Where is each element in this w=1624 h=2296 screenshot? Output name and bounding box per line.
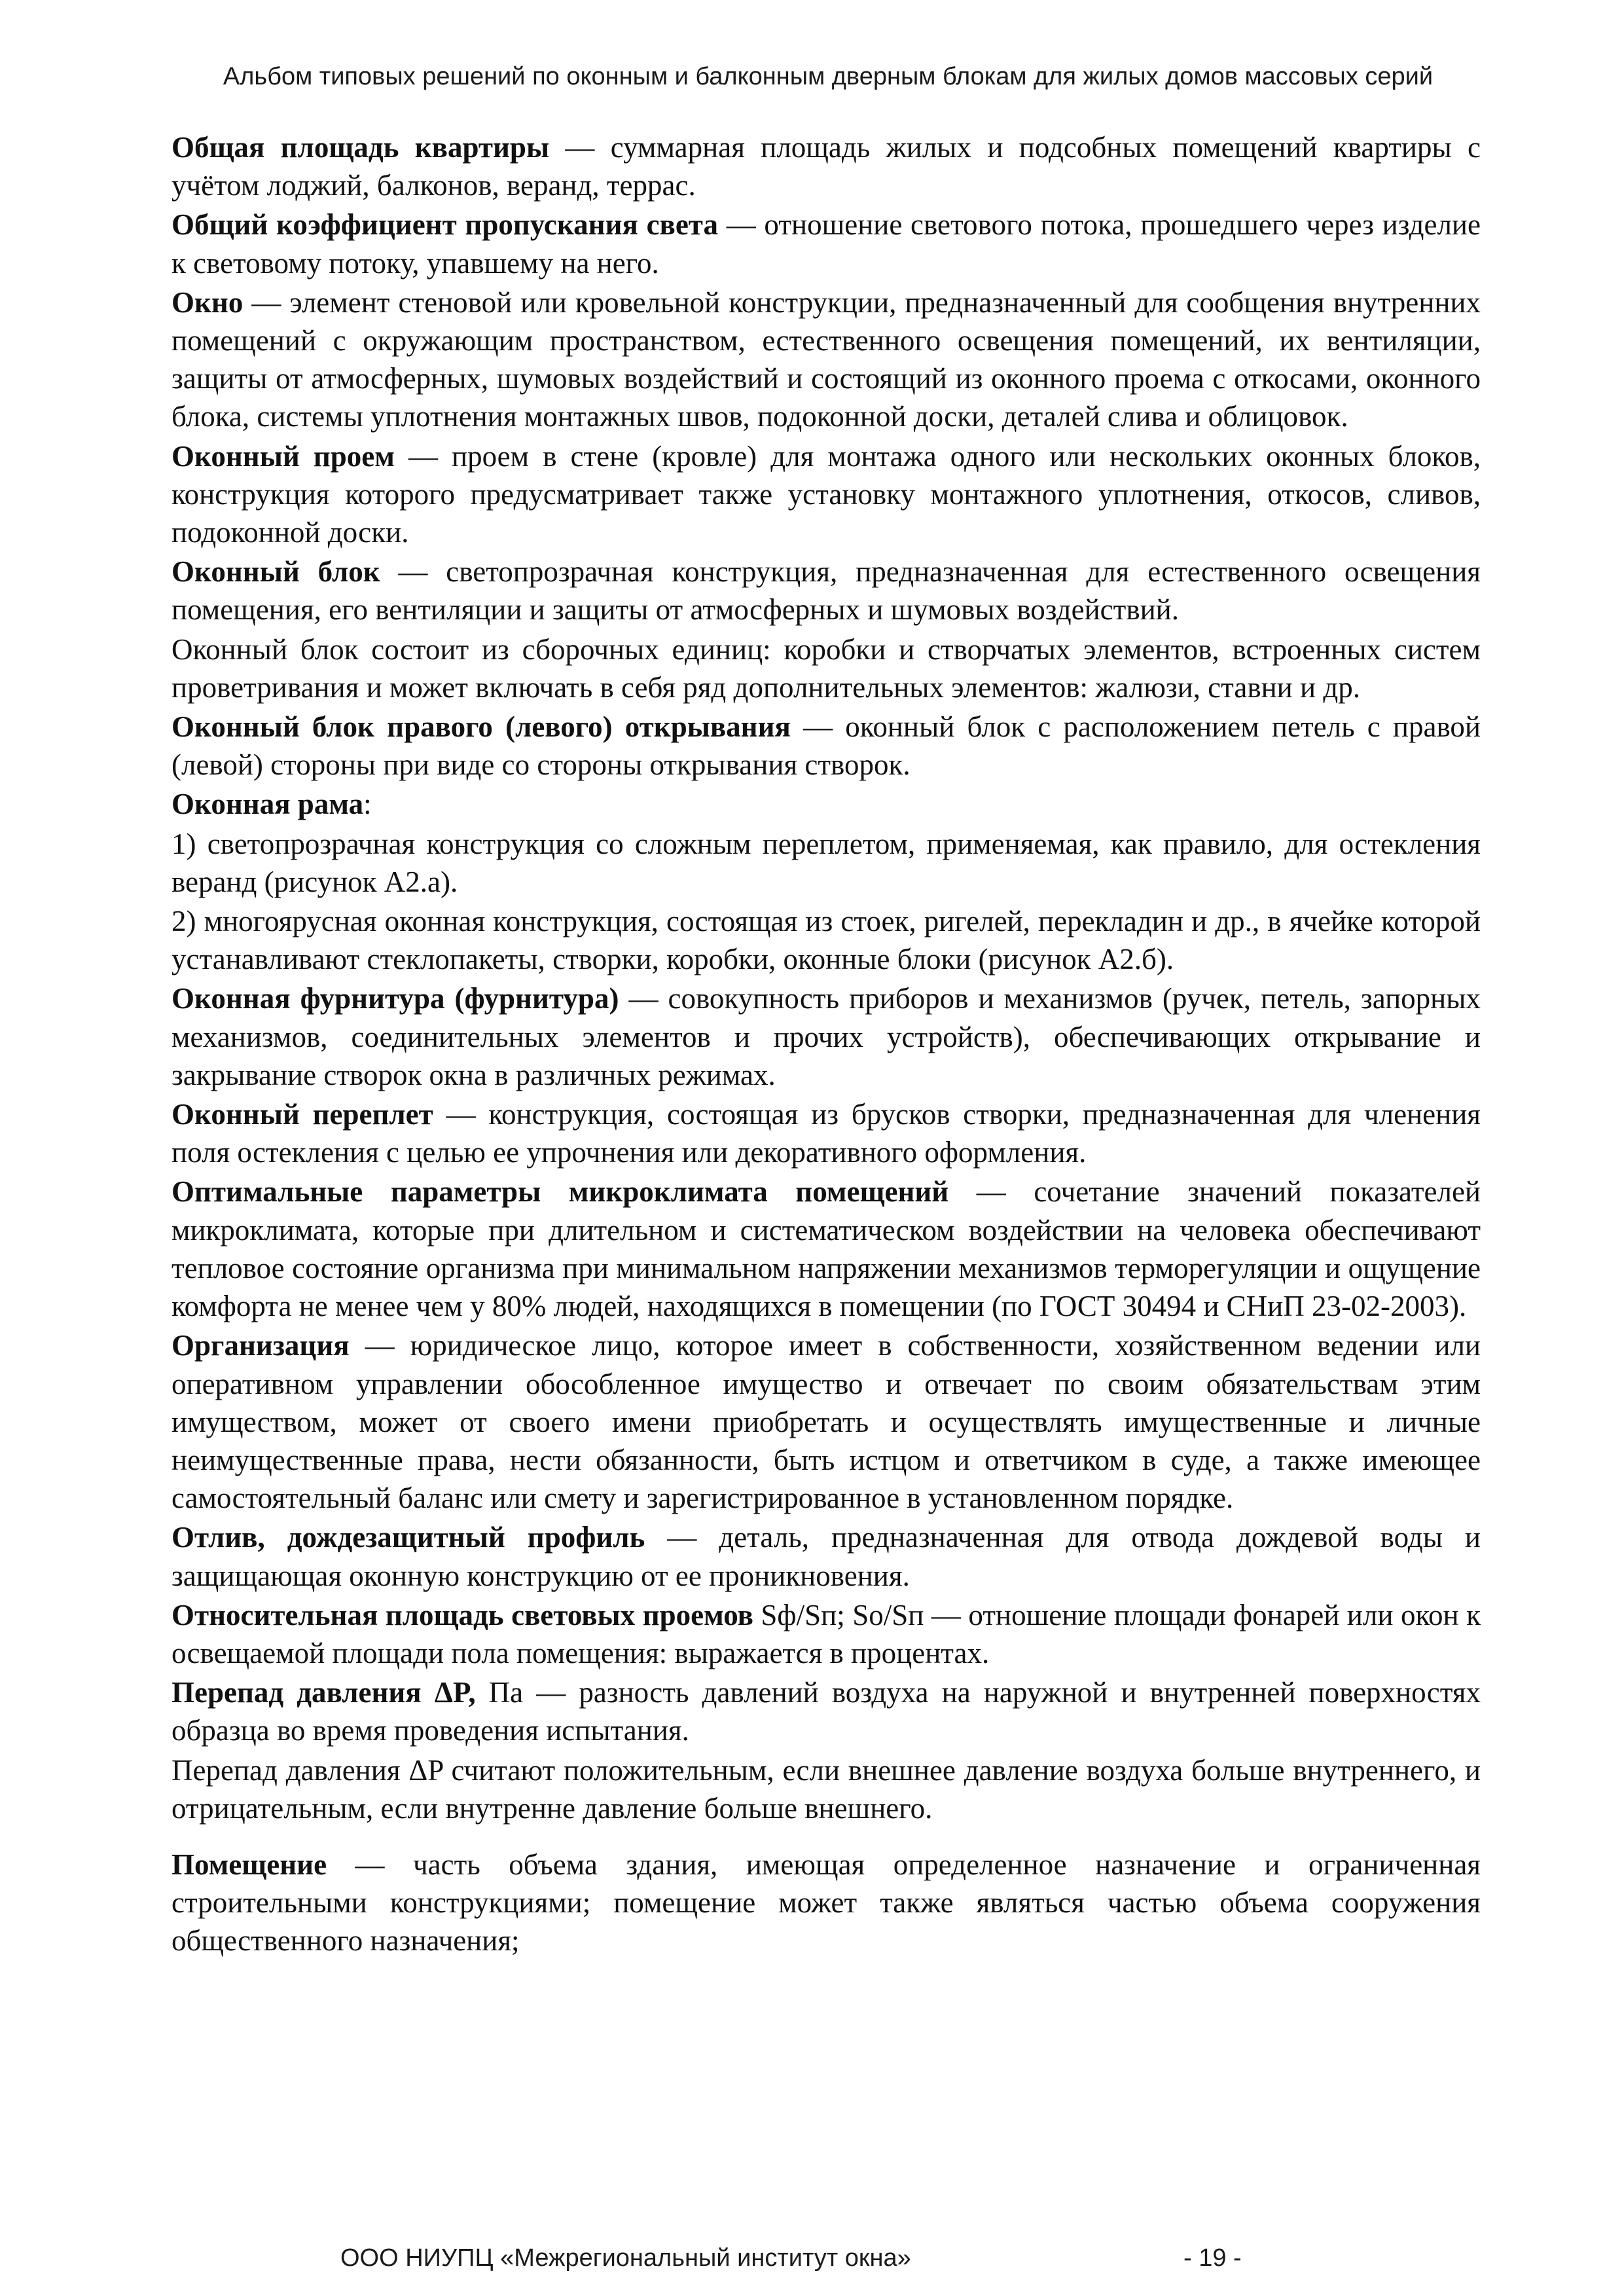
definition-paragraph bbox=[171, 1596, 1481, 1672]
term: Оконный проем bbox=[171, 439, 395, 473]
definition-paragraph bbox=[171, 708, 1481, 784]
term: Перепад давления ΔP, bbox=[171, 1676, 476, 1709]
term: Окно bbox=[171, 285, 244, 319]
footer-organization: ООО НИУПЦ «Межрегиональный институт окна» bbox=[340, 2244, 911, 2272]
term: Относительная площадь световых проемов bbox=[171, 1598, 753, 1631]
definition-text: — юридическое лицо, которое имеет в собственности, хозяйственном ведении или оперативном управлении обособленное имущество и отвечает по своим обязательствам этим имуществом, может от своего имени приобретать и осуществлять имущественные и личные неимущественные права, нести обязанности, быть истцом и ответчиком в суде, а также имеющее самостоятельный баланс или смету и зарегистрированное в установленном порядке. bbox=[171, 1329, 1481, 1515]
term: Оконная рама bbox=[171, 788, 364, 821]
definition-text: — элемент стеновой или кровельной конструкции, предназначенный для сообщения внутренних помещений с окружающим пространством, естественного освещения помещений, их вентиляции, защиты от атмосферных, шумовых воздействий и состоящий из оконного проема с откосами, оконного блока, системы уплотнения монтажных швов, подоконной доски, деталей слива и облицовок. bbox=[171, 285, 1481, 433]
term: Организация bbox=[171, 1329, 350, 1362]
definition-text: — конструкция, состоящая из брусков створки, предназначенная для членения поля остекления с целью ее упрочнения или декоративного оформления. bbox=[171, 1098, 1481, 1169]
definition-text: — проем в стене (кровле) для монтажа одного или нескольких оконных блоков, конструкция которого предусматривает также установку монтажного уплотнения, откосов, сливов, подоконной доски. bbox=[171, 439, 1481, 549]
term: Общая площадь квартиры bbox=[171, 131, 550, 164]
definition-text: : bbox=[363, 788, 372, 821]
term: Оконный блок bbox=[171, 555, 380, 589]
definition-paragraph bbox=[171, 1326, 1481, 1517]
definition-paragraph bbox=[171, 553, 1481, 629]
definition-paragraph bbox=[171, 1846, 1481, 1960]
definition-text: — светопрозрачная конструкция, предназначенная для естественного освещения помещения, его вентиляции и защиты от атмосферных и шумовых воздействий. bbox=[171, 555, 1481, 627]
term: Оконная фурнитура (фурнитура) bbox=[171, 982, 619, 1015]
definition-paragraph bbox=[171, 437, 1481, 552]
definition-text: — суммарная площадь жилых и подсобных помещений квартиры с учётом лоджий, балконов, веранд, террас. bbox=[171, 131, 1481, 202]
definition-paragraph bbox=[171, 206, 1481, 282]
definition-paragraph bbox=[171, 1673, 1481, 1749]
definition-text: — часть объема здания, имеющая определенное назначение и ограниченная строительными конструкциями; помещение может также являться частью объема сооружения общественного назначения; bbox=[171, 1848, 1481, 1958]
definition-paragraph bbox=[171, 128, 1481, 204]
definition-paragraph bbox=[171, 785, 1481, 823]
term: Помещение bbox=[171, 1848, 327, 1881]
definition-paragraph bbox=[171, 1751, 1481, 1827]
definition-text: — оконный блок с расположением петель с правой (левой) стороны при виде со стороны открывания створок. bbox=[171, 710, 1481, 782]
term: Общий коэффициент пропускания света bbox=[171, 208, 718, 242]
term: Оптимальные параметры микроклимата помещений bbox=[171, 1175, 949, 1209]
document-body bbox=[171, 128, 1481, 1961]
term: Отлив, дождезащитный профиль bbox=[171, 1521, 645, 1554]
definition-text: — сочетание значений показателей микроклимата, которые при длительном и систематическом воздействии на человека обеспечивают тепловое состояние организма при минимальном напряжении механизмов терморегуляции и ощущение комфорта не менее чем у 80% людей, находящихся в помещении (по ГОСТ 30494 и СНиП 23-02-2003). bbox=[171, 1175, 1481, 1323]
definition-text: Sф/Sп; Sо/Sп — отношение площади фонарей или окон к освещаемой площади пола помещения: выражается в процентах. bbox=[171, 1598, 1481, 1669]
definition-text: — совокупность приборов и механизмов (ручек, петель, запорных механизмов, соединительных элементов и прочих устройств), обеспечивающих открывание и закрывание створок окна в различных режимах. bbox=[171, 982, 1481, 1091]
definition-paragraph bbox=[171, 979, 1481, 1094]
definition-text: Па — разность давлений воздуха на наружной и внутренней поверхностях образца во время проведения испытания. bbox=[171, 1676, 1481, 1747]
definition-paragraph bbox=[171, 902, 1481, 978]
definition-text: 2) многоярусная оконная конструкция, состоящая из стоек, ригелей, перекладин и др., в ячейке которой устанавливают стеклопакеты, створки, коробки, оконные блоки (рисунок А2.б). bbox=[171, 905, 1481, 976]
page-header bbox=[196, 60, 1460, 93]
page-number: - 19 - bbox=[1183, 2244, 1242, 2272]
header-title: Альбом типовых решений по оконным и балконным дверным блокам для жилых домов массовых серий bbox=[223, 63, 1434, 90]
definition-paragraph bbox=[171, 825, 1481, 901]
definition-paragraph bbox=[171, 1173, 1481, 1325]
definition-text: Перепад давления ΔP считают положительным, если внешнее давление воздуха больше внутреннего, и отрицательным, если внутренне давление больше внешнего. bbox=[171, 1753, 1481, 1825]
definition-paragraph bbox=[171, 1518, 1481, 1594]
term: Оконный переплет bbox=[171, 1098, 433, 1131]
definition-text: 1) светопрозрачная конструкция со сложным переплетом, применяемая, как правило, для остекления веранд (рисунок А2.а). bbox=[171, 827, 1481, 898]
definition-paragraph bbox=[171, 1095, 1481, 1171]
definition-text: Оконный блок состоит из сборочных единиц: коробки и створчатых элементов, встроенных систем проветривания и может включать в себя ряд дополнительных элементов: жалюзи, ставни и др. bbox=[171, 632, 1481, 704]
definition-paragraph bbox=[171, 283, 1481, 436]
definition-paragraph bbox=[171, 630, 1481, 706]
definition-text: — деталь, предназначенная для отвода дождевой воды и защищающая оконную конструкцию от ее проникновения. bbox=[171, 1521, 1481, 1592]
definition-text: — отношение светового потока, прошедшего через изделие к световому потоку, упавшему на него. bbox=[171, 208, 1481, 280]
term: Оконный блок правого (левого) открывания bbox=[171, 710, 791, 744]
